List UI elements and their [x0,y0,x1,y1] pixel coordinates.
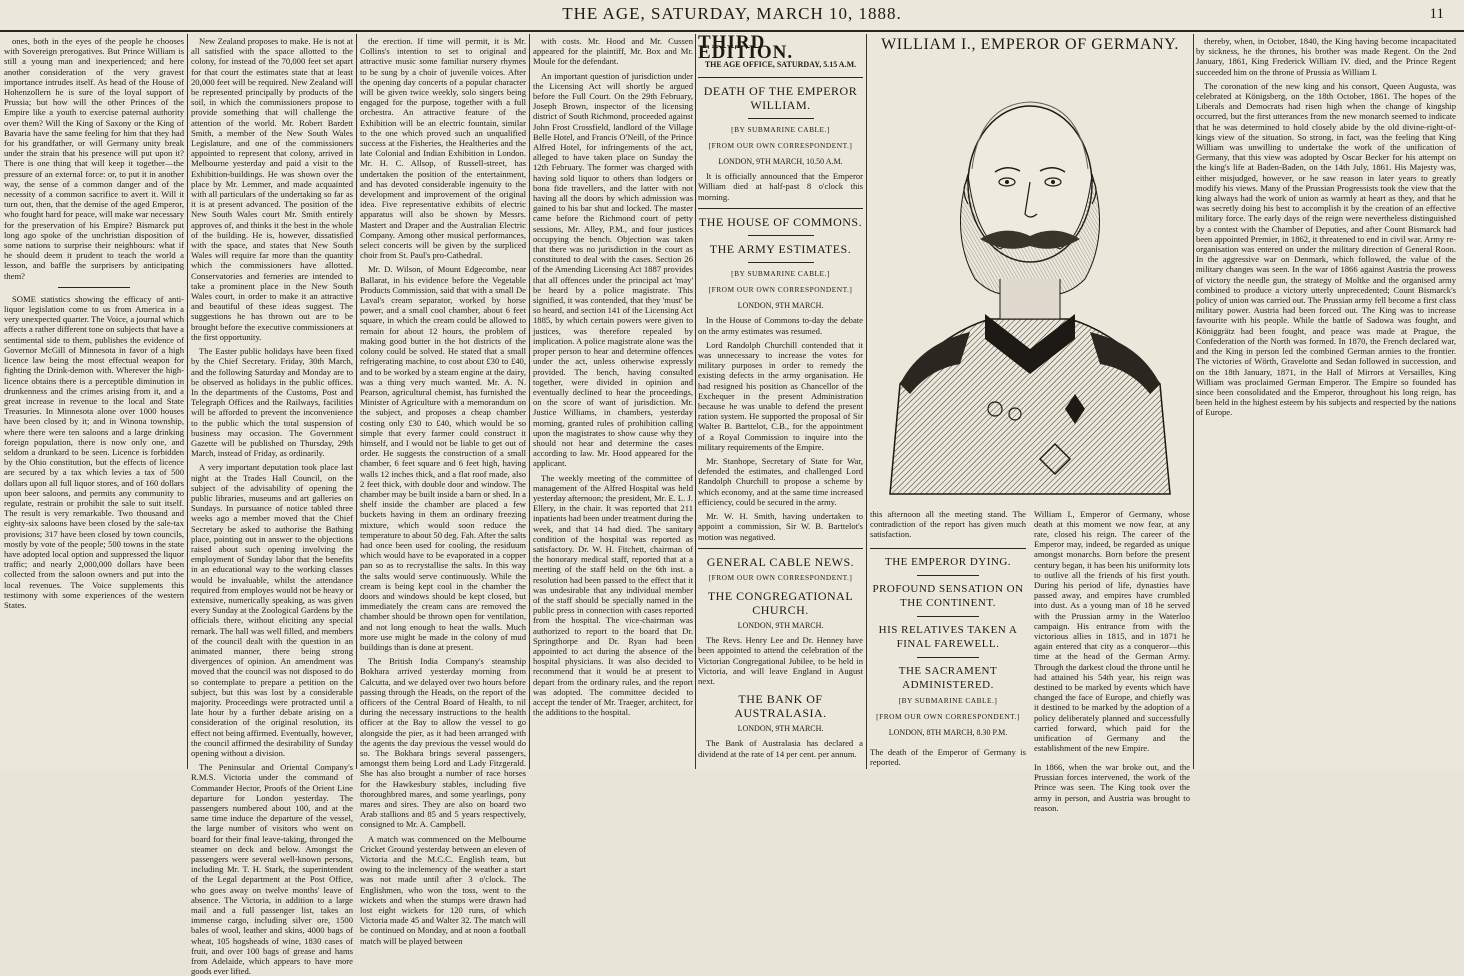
emperor-portrait [880,64,1180,494]
portrait-engraving [880,64,1180,494]
column-7 [1196,36,1456,769]
article-paragraph: It is officially announced that the Emperor William died at half-past 8 o'clock this morning. [698,171,863,202]
correspondent-credit: [FROM OUR OWN CORRESPONDENT.] [708,285,853,295]
dateline: LONDON, 9TH MARCH. [737,301,824,311]
headline-congregational-church: THE CONGREGATIONAL CHURCH. [707,588,854,617]
column-rule [1193,34,1194,769]
column-2 [191,36,354,976]
dateline: LONDON, 9TH MARCH. [737,724,824,734]
column-rule [356,34,357,769]
article-paragraph: In 1866, when the war broke out, and the Prussian forces intervened, the work of the Prince was seen. The King took over the army in person, and Austria was brought to reason. [1034,762,1190,813]
divider [917,616,979,617]
headline-profound-sensation: PROFOUND SENSATION ON THE CONTINENT. [872,582,1024,609]
article-paragraph: The death of the Emperor of Germany is reported. [870,747,1026,768]
article-paragraph: The weekly meeting of the committee of management of the Alfred Hospital was held yesterday afternoon; the president, Mr. E. L. J. Ellery, in the chair. It was reported that 211 inpatients had been under treatment during the week, and that 14 had died. The sanitary condition of the hospital was reported as satisfactory. Dr. W. H. Fitchett, chairman of the honorary medical staff, reported that at a meeting of the staff held on the 6th inst. a resolution had been passed to the effect that it was undesirable that any individual member of the staff should be specially named in the public press in connection with cases reported from the hospital. The vice-chairman was authorized to report to the board that Dr. Springthorpe and Dr. Ryan had been appointed to act during the absence of the hospital physicians. It was also decided to recommend that it would be at present to depart from the ordinary rules, and the report was adopted. The committee decided to accept the tender of Mr. Traeger, architect, for the additions to the hospital. [533,472,693,718]
divider [748,118,814,119]
headline-bank-of-australasia: THE BANK OF AUSTRALASIA. [734,692,827,721]
cable-credit: [BY SUBMARINE CABLE.] [731,124,830,134]
dateline: LONDON, 9TH MARCH, 10.50 A.M. [718,157,843,167]
article-paragraph: ones, both in the eyes of the people he chooses with Sovereign prerogatives. But Prince William is still a young man and inexperienced; and here another consideration of the very gravest importance intrudes itself. As head of the House of Hohenzollern he is sure of the loyal support of Prussia; but how will the other Princes of the Empire like a youth to exercise paternal authority over them? Will the King of Saxony or the King of Bavaria have the same feeling for him that they had for his grandfather, or will Germany unity break under the strain that his presence will put upon it? There is one thing that will keep it together—the pressure of an external force: or, to put it in another way, the sense of a common danger and of the necessity of a common sacrifice to avert it. Will it turn out, then, that the demise of the aged Emperor, who fought hard for peace, will make war necessary for the preservation of his Empire? Bismarck put long ago spoke of the unchristian disposition of some nations to surprise their neighbours: what if he should deem it prudent to teach the world a lesson, and baffle the surprisers by anticipating them? [4,36,184,281]
article-paragraph: The Bank of Australasia has declared a dividend at the rate of 14 per cent. per annum. [698,738,863,759]
correspondent-credit: [FROM OUR OWN CORRESPONDENT.] [708,140,853,150]
divider [698,77,863,78]
column-rule [187,34,188,769]
cable-credit: [BY SUBMARINE CABLE.] [731,268,830,278]
divider [917,575,979,576]
headline-general-cable-news: GENERAL CABLE NEWS. [706,554,855,569]
column-rule [529,34,530,769]
third-edition-heading: THIRD EDITION. [698,32,794,64]
divider [698,208,863,209]
headline-house-of-commons: THE HOUSE OF COMMONS. [698,214,863,229]
article-paragraph: Lord Randolph Churchill contended that it was unnecessary to increase the votes for military purposes in order to remedy the existing defects in the army organisation. He had resigned his position as Chancellor of the Exchequer in the present Administration because he was unable to defend the present ration system. He supported the proposal of Sir Walter B. Barttelot, C.B., for the appointment of a Royal Commission to inquire into the military requirements of the Empire. [698,339,863,452]
page-number: 11 [1429,6,1444,22]
article-paragraph: Mr. Stanhope, Secretary of State for War, defended the estimates, and challenged Lord Randolph Churchill to propose a scheme by which economy, and at the same time increased efficiency, could be secured in the army. [698,456,863,507]
dateline: LONDON, 9TH MARCH. [737,620,824,630]
masthead [0,0,1464,32]
article-paragraph: The Easter public holidays have been fixed by the Chief Secretary. Friday, 30th March, and the following Saturday and Monday are to be observed as holidays in the public offices. In the departments of the Customs, Post and Telegraph Offices and the Railways, facilities will be afforded to prevent the inconvenience to the public which the total suspension of business may occasion. The Government Gazette will be published on Thursday, 29th March, instead of Friday, as ordinarily. [191,346,353,459]
divider [698,548,863,549]
cable-credit: [BY SUBMARINE CABLE.] [898,695,998,705]
article-paragraph: with costs. Mr. Hood and Mr. Cussen appeared for the plaintiff, Mr. Box and Mr. Moule for the defendant. [533,36,693,67]
newspaper-title: THE AGE, SATURDAY, MARCH 10, 1888. [562,4,902,23]
headline-relatives-farewell: HIS RELATIVES TAKEN A FINAL FAREWELL. [878,623,1018,650]
column-6-right [1034,500,1190,813]
correspondent-credit: [FROM OUR OWN CORRESPONDENT.] [876,712,1020,721]
article-paragraph: In the House of Commons to-day the debate on the army estimates was resumed. [698,315,863,336]
column-5 [698,32,863,769]
office-line: THE AGE OFFICE, SATURDAY, 5.15 A.M. [704,60,857,70]
column-1 [4,36,184,769]
article-paragraph: William I., Emperor of Germany, whose death at this moment we now fear, at any rate, closed his reign. The career of the Emperor may, indeed, be regarded as unique amongst monarchs. Born before the present century began, it has been his uniformity lots to outlive all the friends of his first youth. During his period of life, dynasties have passed away, and empires have crumbled into dust. As a young man of 18 he served with the Prussian army in the Waterloo campaign. His entrance from with the victorious allies in 1815, and in 1871 he again entered that city as a conqueror—this time at the head of the German Army. Through the darkest cloud the throne until he had attained his 54th year, his reign was destined to be marked by events which have changed the face of Europe, and chiefly was it destined to be marked by the adoption of a policy deliberately planned and successfully carried forward, which paid for the unification of Germany and the establishment of the new Empire. [1034,508,1190,754]
correspondent-credit: [FROM OUR OWN CORRESPONDENT.] [708,572,853,582]
column-rule [695,34,696,769]
article-paragraph: A match was commenced on the Melbourne Cricket Ground yesterday between an eleven of Victoria and the M.C.C. English team, but owing to the inclemency of the weather a start was not made until after 3 o'clock. The Englishmen, who won the toss, went to the wickets and when the stumps were drawn had lost eight wickets for 120 runs, of which Victoria made 45 and Walter 32. The match will be continued on Monday, and at noon a football match will be played between [360,833,526,946]
headline-emperor-dying: THE EMPEROR DYING. [884,555,1012,568]
column-4 [533,36,693,769]
headline-death-emperor: DEATH OF THE EMPEROR WILLIAM. [703,83,858,112]
column-6-text [870,500,1190,813]
headline-army-estimates: THE ARMY ESTIMATES. [709,241,852,256]
article-paragraph: A very important deputation took place last night at the Trades Hall Council, on the subject of the advisability of opening the public libraries, museums and art galleries on Sundays. In pursuance of notice tabled three weeks ago a member moved that the Chief Secretary be asked to authorise the Bathing place, pointing out in answer to the objections raised about such opening involving the employment of Sunday labor that the benefits in an educational way to the working classes would be invaluable, whilst the attendance required from employes would not be heavy or extensive, numerically speaking, as was given every Sunday at the Zoological Gardens by the officials there, without eliciting any special remark. The hall was well filled, and members of the council dealt with the question in an animated manner, there being strong divergences of opinion. An amendment was moved that the council was not disposed to do so contemplate to prepare a petition on the subject, but this was lost by a considerable majority. Proceedings were protracted until a late hour by a further debate arising on a consideration of the original resolution, its effect not being affirmed. Eventually, however, the council affirmed the desirability of Sunday opening without a division. [191,462,354,759]
article-paragraph: this afternoon all the meeting stand. The contradiction of the report has given much satisfaction. [870,508,1026,539]
column-6-left [870,500,1026,769]
article-paragraph: SOME statistics showing the efficacy of anti-liquor legislation come to us from America in a very unexpected quarter. The Voice, a journal which affects a rather different tone on subjects that have a sentimental side to them, publishes the evidence of Governor McGill of Minnesota in favor of a high licence law being the most effectual weapon for fighting the Drink-demon with. Wherever the high-licence obtains there is a perceptible diminution in drunkenness and the crimes arising from it, and a great increase in revenue to the local and State Treasuries. In Minnesota alone over 1000 houses have been closed by it; and in Winona township, where there were ten saloons and a large drinking foreign population, there is now only one, and seldom a drunkard to be seen. Licence is forbidden by the Ohio constitution, but the effects of licence are secured by a tax which levies a tax of 500 dollars upon all full liquor stores, and of 160 dollars upon beer saloons, and permits any community to regulate, restrain or prohibit the sale to suit itself. The result is very remarkable. Two thousand and eighty-six saloons have been closed by the sale-tax provisions; 317 have been closed by town councils, mostly by vote of the people; 500 towns in the state have adopted local option and suppressed the liquor traffic; and nearly 2,000,000 dollars have been collected from the saloon owners and put into the local revenues. The Voice supplements this testimony with some experiences of the western States. [4,293,184,610]
article-paragraph: The British India Company's steamship Bokhara arrived yesterday morning from Calcutta, and we delayed over two hours before passing through the Heads, on the report of the officers of the Central Board of Health, to nil during the necessary instructions to the health officer at the Bay to allow the vessel to go alongside the pier, as it had been arranged with the agents the day previous the vessel would do so. The Bokhara brings several passengers, amongst them being Lord and Lady Fitzgerald. She has also brought a number of race horses for the Hawkesbury stables, including five thoroughbred mares, and some yearlings, pony mares and sires. They are also on board two Arab stallions and 85 and 5 years respectively, consigned to Mr. A. Campbell. [360,656,526,830]
article-paragraph: The Peninsular and Oriental Company's R.M.S. Victoria under the command of Commander Hector, Proofs of the Orient Line departure for London yesterday. The passengers numbered about 100, and at the same time induce the departure of the vessel, the large number of visitors who went on board for their final leave-taking, thronged the steamer on deck and below. Amongst the passengers were several well-known persons, including Mr. T. H. Stark, the superintendent of the Legal department at the Post Office, who goes away on twelve months' leave of absence. The Victoria, in addition to a large mail and a full passenger list, takes an immense cargo, including silver ore, 1500 bales of wool, leather and skins, 4000 bags of wheat, 105 hogsheads of wine, 1830 cases of fruit, and over 100 bags of grease and hams from Adelaide, which appears to have more goods ever lifted. [191,762,353,976]
column-3 [360,36,526,946]
column-rule [866,34,867,769]
divider [748,262,814,263]
dateline: LONDON, 8TH MARCH, 8.30 P.M. [888,728,1008,738]
article-paragraph: The Revs. Henry Lee and Dr. Henney have been appointed to attend the celebration of the Victorian Congregational Jubilee, to be held in Victoria, and will leave England in August next. [698,635,863,686]
divider [870,548,1026,549]
portrait-title: WILLIAM I., EMPEROR OF GERMANY. [881,36,1179,53]
article-paragraph: the erection. If time will permit, it is Mr. Collins's intention to set to original and attractive music some familiar nursery rhymes to be sung by a choir of juvenile voices. After the opening day concerts of a popular character will be given twice weekly, solo singers being engaged for the purpose, together with a full orchestra. An attractive feature of the Exhibition will be an electric fountain, similar to the one which proved such an unqualified success at the Fisheries, the Healtheries and the late Colonial and Indian Exhibition in London. Mr. H. C. Allsop, of Russell-street, has undertaken the position of the entertainment, and has devoted considerable ingenuity to the development and improvement of the original idea. Five representative exhibits of electric apparatus will also be shown by Messrs. Mastert and Draper and the Australian Electric Company. Among other musical performances, select concerts will be given by the surpliced choir from St. Paul's pro-Cathedral. [360,36,526,261]
article-paragraph: Mr. W. H. Smith, having undertaken to appoint a commission, Sir W. B. Barttelot's motion was negatived. [698,511,863,542]
divider [58,287,130,288]
article-paragraph: The coronation of the new king and his consort, Queen Augusta, was celebrated at Königsberg, on the 18th October, 1861. The hopes of the Liberals and Democrats had risen high when the change of kingship occurred, but the first utterances from the new monarch seemed to indicate that he was determined to hold closely abide by the old divine-right-of-kings view of the situation. So strong, in fact, was the feeling that King William was unwilling to undertake the work of the unification of Germany, that this view was adopted by Oscar Becker for his attempt on the king's life at Baden-Baden, on the 14th July, 1861. His Majesty was, either misjudged, however, or he saw reason in later years to greatly modify his views. Many of the Prussian Progressists took the view that the king always had the work of union as warmly at heart as they, and that he was secretly doing his best to accomplish it by the creation of an effective military force. The early days of the reign were nevertheless distinguished by a contest with the Chamber of Deputies, and after Count Bismarck had been appointed Premier, in 1862, it threatened to end in civil war. Army re-organisation was entered on under the military direction of General Roon. In the aggressive war on Denmark, which followed, the value of the military changes was seen. In the war of 1866 against Austria the prowess of victory the needle gun, the strategy of Moltke and the organised army combined to produce a victory utterly unprecedented; Count Bismarck's policy of union was carried out. The Prussian army fell become a first class military power. Austria had been forced out. The King was to increase favourite with his people. While the battle of Sadowa was fought, and Königgrätz had been fought, and peace was made at Prague, the Confederation of the North was formed. In 1870, the French declared war, and the King in person led the combined German armies to the frontier. The victories of Wörth, Gravelotte and Sedan followed in succession, and on the 18th January, 1871, in the Hall of Mirrors at Versailles, King William was proclaimed German Emperor. The Empire so founded has since been consolidated and the Emperor, throughout his long reign, has been held in the highest esteem by his subjects and respected by the nations of Europe. [1196,80,1456,418]
article-paragraph: thereby, when, in October, 1840, the King having become incapacitated by sickness, he the thrones, his brother was made Regent. On the 2nd January, 1861, King Frederick William IV. died, and the Prince Regent succeeded him on the throne of Prussia as William I. [1196,36,1456,77]
divider [748,235,814,236]
headline-sacrament: THE SACRAMENT ADMINISTERED. [898,664,998,691]
article-paragraph: An important question of jurisdiction under the Licensing Act will shortly be argued before the Full Court. On the 29th February, Joseph Brown, inspector of the licensing district of South Richmond, proceeded against John Frost Crossfield, landlord of the Village Belle Hotel, and Francis O'Neill, of the Prince Alfred Hotel, for infringements of the act, alleged to have taken place on Sunday the 12th February. The former was charged with having sold liquor to others than lodgers or bona fide travellers, and the latter with not having all the doors by which admission was gained to his bar shut and locked. The master came before the Richmond court of petty sessions, Mr. Alley, P.M., and four justices occupying the bench. Objection was taken that there was no jurisdiction in the court as constituted to deal with the cases. Section 26 of the Amending Licensing Act 1887 provides that all offences under the principal act 'may' be heard by a police magistrate. This signified, it was contended, that they 'must' be so heard, and section 141 of the Licensing Act 1885, by which certain powers were given to justices, was therefore repealed by implication. A police magistrate alone was the proper person to hear and determine offences under the act, unless otherwise expressly provided. The bench, having consulted together, were divided in opinion and eventually declined to hear the proceedings, on the score of want of jurisdiction. Mr. Justice Williams, in chambers, yesterday morning, granted rules of prohibition calling upon the magistrates to show cause why they should not hear and determine the cases according to law. Mr. Hood appeared for the applicant. [533,70,693,469]
divider [917,657,979,658]
article-paragraph: New Zealand proposes to make. He is not at all satisfied with the space allotted to the colony, for instead of the 70,000 feet set apart for that court the estimates state that at least 20,000 feet will be required. New Zealand will be represented principally by products of the soil, in which the commissioners propose to provide something that will challenge the attention of the world. Mr. Robert Bardett Smith, a member of the New South Wales Legislature, and one of the commissioners appointed to represent that colony, arrived in Melbourne yesterday and paid a visit to the Exhibition-buildings. He was shown over the place by Mr. Lemmer, and made acquainted with all particulars of the undertaking so far as it is at present advanced. The position of the New South Wales court Mr. Smith entirely approves of, and thinks it the best in the whole of the building. He is, however, dissatisfied with the space, and states that New South Wales will require far more than the quantity which the commissioners have allotted. Conservatories and ferneries are intended to take a prominent place in the New South Wales court, in order to make it an attractive and beautiful of these ideas suggest. The suggestions he has thrown out are to be brought before the executive commissioners at the first opportunity. [191,36,353,342]
article-paragraph: Mr. D. Wilson, of Mount Edgecombe, near Ballarat, in his evidence before the Vegetable Products Commission, said that with a small De Laval's cream separator, worked by horse power, and a small cool chamber, about 6 feet square, in which the cream could be allowed to remain for about 12 hours, the problem of making good butter in the hot districts of the colony could be solved. He stated that a small refrigerating machine, to cost about £30 to £40, and to be worked by a steam engine at the dairy, was a thing very much wanted. Mr. A. N. Pearson, agricultural chemist, has furnished the Minister of Agriculture with a memorandum on the subject, and proposes a cheap chamber costing only £30 to £40, which would be so simple that every farmer could construct it himself, and I would not be liable to get out of order. He suggests the construction of a small chamber, 6 feet square and 6 feet high, having walls 12 inches thick, and a flat roof made, also 2 feet thick, with double door and window. The chamber may be built inside a barn or shed. In a shelf inside the chamber are placed a few buckets having in them an ordinary freezing mixture, which would soon reduce the temperature to about 50 deg. Fah. After the salts had once been used for cooling, the residuum which would have to be evaporated in a copper pan so as to recrystallise the salts. In this way the salts would serve continuously. While the cream is being kept cool in the chamber the doors and windows should be kept closed, but immediately the cream cans are removed the chamber should be thrown open for ventilation, and not long enough to heat the walls. Much more use might be made in the colony of mud buildings than is done at present. [360,264,526,652]
